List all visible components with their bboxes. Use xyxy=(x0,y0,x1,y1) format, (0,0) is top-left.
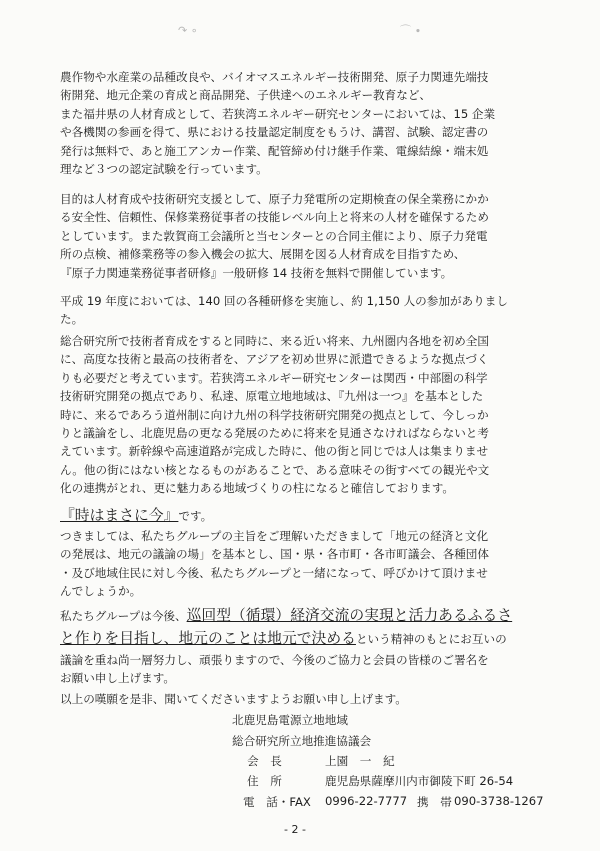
bleed-through-mark: ↷ ∘ xyxy=(178,24,198,37)
paragraph-3: 平成 19 年度においては、140 回の各種研修を実施し、約 1,150 人の参加がありまし た。 xyxy=(60,294,508,327)
mobile-label: 携 帯 xyxy=(417,795,452,809)
paragraph-4: 総合研究所で技術者育成をすると同時に、来る近い将来、九州圏内各地を初め全国 に、高度な技術と最高の技術者を、アジアを初め世界に派遣できるような拠点づく りも必要だと考えています。若狭湾エネルギー研究センターは関西・中部圏の科学 技術研究開発の拠点であり、私達、原電立地地域は、『九州は一つ』を基本とした 時に、来るであろう道州制に向け九州の科学技術研究開発の拠点として、今しっか りと議論をし、北鹿児島の更なる発展のために将来を見通さなければならないと考 えています。新幹線や高速道路が完成した時に、他の街と同じでは人は集まりませ ん。他の街にはない核となるものがあることで、ある意味その街すべての観光や文 化の連携がとれ、更に魅力ある地域づくりの柱になると確信しております。 xyxy=(60,334,490,496)
tel-fax-label: 電 話・FAX xyxy=(243,795,311,809)
signature-org-2: 総合研究所立地推進協議会 xyxy=(232,734,372,748)
slogan-line-2: と作りを目指し、地元のことは地元で決めるという精神のもとにお互いの xyxy=(60,630,507,647)
chair-label: 会 長 xyxy=(247,754,282,768)
address-value: 鹿児島県薩摩川内市御陵下町 26-54 xyxy=(325,774,514,788)
chair-name: 上園 一 紀 xyxy=(325,754,395,768)
motto xyxy=(60,506,560,526)
slogan-emphasis-2: と作りを目指し、地元のことは地元で決める xyxy=(60,630,356,647)
address-label: 住 所 xyxy=(247,774,282,788)
paragraph-6-rest: 議論を重ね尚一層努力し、頑張りますので、今後のご協力と会員の皆様のご署名を お願い申し上げます。 xyxy=(60,653,489,686)
tel-fax-value: 0996-22-7777 xyxy=(325,794,408,808)
paragraph-1: 農作物や水産業の品種改良や、バイオマスエネルギー技術開発、原子力関連先端技 術開発、地元企業の育成と商品開発、子供達へのエネルギー教育など、 また福井県の人材育成として、若狭湾エネルギー研究センターにおいては、15 企業 や各機関の参画を得て、県における技量認定制度をもうけ、講習、試験、認定書の 発行は無料で、あと施工アンカー作業、配管締め付け継手作業、電線結線・端末処 理など３つの認定試験を行っています。 xyxy=(60,70,496,176)
slogan-line-1: 私たちグループは今後、巡回型（循環）経済交流の実現と活力あるふるさ xyxy=(60,607,513,624)
motto-suffix: です。 xyxy=(178,509,213,523)
paragraph-2: 目的は人材育成や技術研究支援として、原子力発電所の定期検査の保全業務にかか る安全性、信頼性、保修業務従事者の技能レベル向上と将来の人材を確保するため としています。また敦賀商工会議所と当センターとの合同主催により、原子力発電 所の点検、補修業務等の参入機会の拡大、展開を図る人材育成を目指すため、 『原子力関連業務従事者研修』一般研修 14 技術を無料で開催しています。 xyxy=(60,192,489,280)
mobile-value: 090-3738-1267 xyxy=(454,794,544,808)
page-number: - 2 - xyxy=(284,823,306,836)
paragraph-5: つきましては、私たちグループの主旨をご理解いただきまして「地元の経済と文化 の発展は、地元の議論の場」を基本とし、国・県・各市町・各市町議会、各種団体 ・及び地域住民に対し今後、私たちグループと一緒になって、呼びかけて頂けませ んでしょうか。 xyxy=(60,529,489,599)
signature-org-1: 北鹿児島電源立地地域 xyxy=(232,713,348,727)
bleed-through-mark: ⌒ ∙ xyxy=(400,24,422,37)
motto-title: 『時はまさに今』 xyxy=(60,507,179,524)
closing-line: 以上の嘆願を是非、聞いてくださいますようお願い申し上げます。 xyxy=(60,692,407,706)
slogan-emphasis-1: 巡回型（循環）経済交流の実現と活力あるふるさ xyxy=(186,607,513,624)
